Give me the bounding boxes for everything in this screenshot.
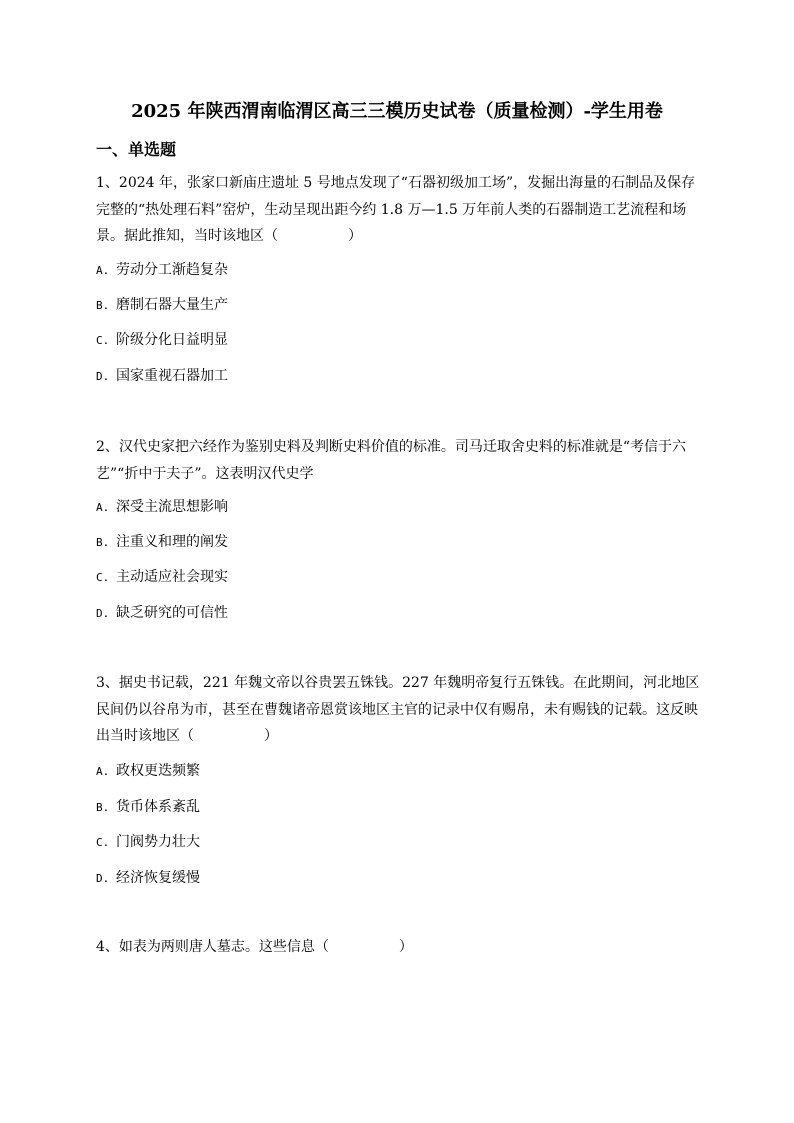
question-1-option-c <box>96 330 228 351</box>
option-text: 深受主流思想影响 <box>116 499 228 515</box>
option-text: 主动适应社会现实 <box>116 569 228 585</box>
option-text: 阶级分化日益明显 <box>116 332 228 348</box>
question-2-option-b <box>96 532 228 553</box>
section-heading: 一、单选题 <box>96 140 177 159</box>
option-letter: C. <box>96 571 110 584</box>
question-2-option-d <box>96 603 228 624</box>
option-letter: D. <box>96 872 110 885</box>
question-1-text: 1、2024 年，张家口新庙庄遗址 5 号地点发现了“石器初级加工场”，发掘出海量的石制品及保存完整的“热处理石料”窑炉，生动呈现出距今约 1.8 万—1.5 万年前人类的石器制造工艺流程和场景。据此推知，当时该地区（ <box>96 175 696 244</box>
question-2-option-a <box>96 497 228 518</box>
option-letter: A. <box>96 264 110 277</box>
option-text: 政权更迭频繁 <box>116 763 200 779</box>
option-letter: D. <box>96 370 110 383</box>
question-3-close: ） <box>264 728 278 744</box>
option-letter: B. <box>96 801 110 814</box>
option-letter: A. <box>96 765 110 778</box>
question-4-close: ） <box>398 939 413 955</box>
option-letter: A. <box>96 501 110 514</box>
question-2-stem <box>96 434 700 487</box>
option-letter: C. <box>96 836 110 849</box>
option-letter: B. <box>96 536 110 549</box>
question-2-option-c <box>96 567 228 588</box>
option-letter: D. <box>96 607 110 620</box>
question-3-option-b <box>96 797 200 818</box>
question-3-stem <box>96 670 700 750</box>
question-1-option-b <box>96 295 228 316</box>
exam-title: 2025 年陕西渭南临渭区高三三模历史试卷（质量检测）-学生用卷 <box>131 101 663 122</box>
question-1-option-a <box>96 260 228 281</box>
question-3-text: 3、据史书记载，221 年魏文帝以谷贵罢五铢钱。227 年魏明帝复行五铢钱。在此期间，河北地区民间仍以谷帛为市，甚至在曹魏诸帝恩赏该地区主官的记录中仅有赐帛，未有赐钱的记载。这反映出当时该地区（ <box>96 675 700 744</box>
option-text: 门阀势力壮大 <box>116 834 200 850</box>
question-3-option-d <box>96 868 200 889</box>
question-1-close: ） <box>348 228 362 244</box>
question-3-option-a <box>96 761 200 782</box>
option-text: 劳动分工渐趋复杂 <box>116 262 228 278</box>
option-text: 注重义和理的阐发 <box>116 534 228 550</box>
option-text: 国家重视石器加工 <box>116 368 228 384</box>
option-text: 缺乏研究的可信性 <box>116 605 228 621</box>
option-text: 磨制石器大量生产 <box>116 297 228 313</box>
question-1-option-d <box>96 366 228 387</box>
question-4-stem <box>96 934 700 961</box>
option-letter: B. <box>96 299 110 312</box>
option-letter: C. <box>96 334 110 347</box>
option-text: 经济恢复缓慢 <box>116 870 200 886</box>
question-3-option-c <box>96 832 200 853</box>
question-2-text: 2、汉代史家把六经作为鉴别史料及判断史料价值的标准。司马迁取舍史料的标准就是“考信于六艺”“折中于夫子”。这表明汉代史学 <box>96 439 687 482</box>
question-1-stem <box>96 170 700 250</box>
option-text: 货币体系紊乱 <box>116 799 200 815</box>
question-4-text: 4、如表为两则唐人墓志。这些信息（ <box>96 939 329 955</box>
